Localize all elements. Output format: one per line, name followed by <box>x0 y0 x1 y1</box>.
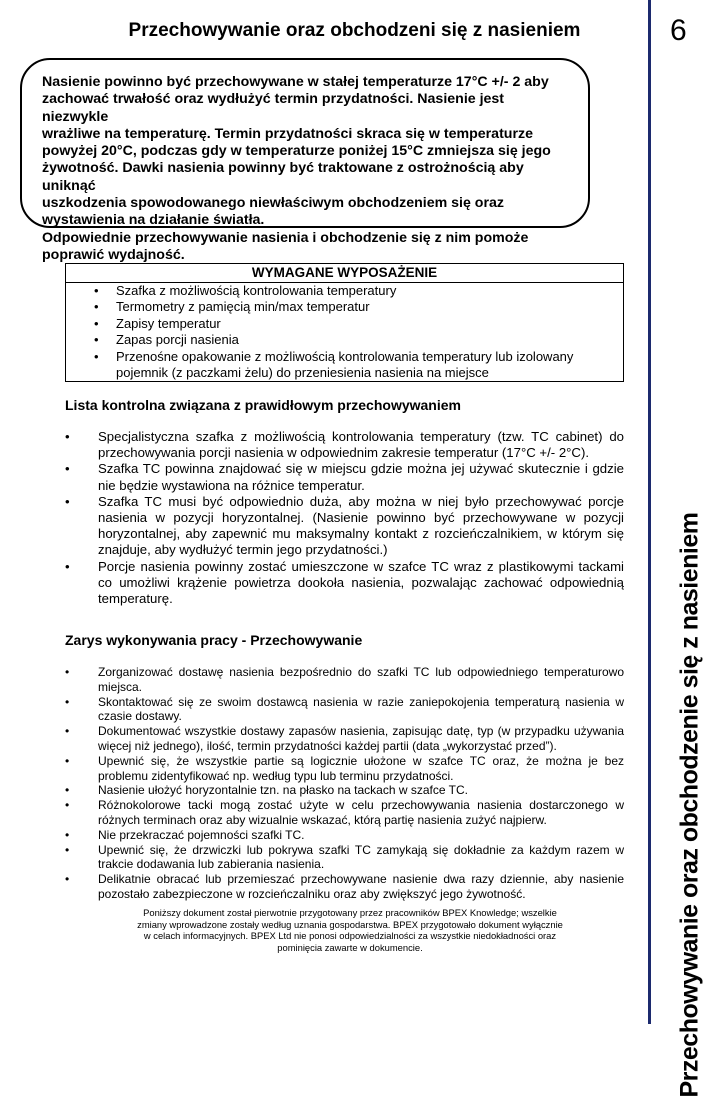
list-item: • Upewnić się, że wszystkie partie są logicznie ułożone w szafce TC oraz, że można je bez problemu zidentyfikować np. według typu lub terminu przydatności. <box>65 754 624 784</box>
intro-line: Nasienie powinno być przechowywane w stałej temperaturze 17°C +/- 2 aby <box>42 74 549 90</box>
side-divider <box>648 0 651 1024</box>
footer-line: Poniższy dokument został pierwotnie przygotowany przez pracowników BPEX Knowledge; wszelkie <box>143 907 557 918</box>
checklist-heading: Lista kontrolna związana z prawidłowym przechowywaniem <box>65 397 461 413</box>
side-title: Przechowywanie oraz obchodzenie się z nasieniem <box>675 512 704 1098</box>
equipment-heading: WYMAGANE WYPOSAŻENIE <box>66 264 623 283</box>
page-number: 6 <box>670 14 687 47</box>
list-item: • Termometry z pamięcią min/max temperatur <box>116 299 615 315</box>
footer-disclaimer <box>110 907 590 953</box>
list-item: • Nasienie ułożyć horyzontalnie tzn. na płasko na tackach w szafce TC. <box>65 783 624 798</box>
intro-line: żywotność. Dawki nasienia powinny być traktowane z ostrożnością aby uniknąć <box>42 160 524 194</box>
list-item: • Skontaktować się ze swoim dostawcą nasienia w razie zaniepokojenia temperaturą nasienia w czasie dostawy. <box>65 695 624 725</box>
list-item: • Przenośne opakowanie z możliwością kontrolowania temperatury lub izolowany pojemnik (z paczkami żelu) do przeniesienia nasienia na miejsce <box>116 349 615 382</box>
list-item: • Nie przekraczać pojemności szafki TC. <box>65 828 624 843</box>
intro-line: zachować trwałość oraz wydłużyć termin przydatności. Nasienie jest niezwykle <box>42 91 505 125</box>
page-title: Przechowywanie oraz obchodzeni się z nasieniem <box>128 20 581 41</box>
list-item: • Porcje nasienia powinny zostać umieszczone w szafce TC wraz z plastikowymi tackami co umożliwi krążenie powietrza dookoła nasienia, pozwalając zachować odpowiednią temperaturę. <box>65 559 624 608</box>
list-item: • Delikatnie obracać lub przemieszać przechowywane nasienie dwa razy dziennie, aby nasienie pozostało zabezpieczone w rozcieńczalniku oraz aby zwiększyć jego żywotność. <box>65 872 624 902</box>
intro-line: Odpowiednie przechowywanie nasienia i obchodzenie się z nim pomoże <box>42 229 529 246</box>
footer-line: pominięcia zawarte w dokumencie. <box>277 941 423 953</box>
outline-list <box>65 665 624 902</box>
list-item: • Specjalistyczna szafka z możliwością kontrolowania temperatury (tzw. TC cabinet) do przechowywania porcji nasienia w odpowiednim zakresie temperatur (17°C +/- 2°C). <box>65 429 624 461</box>
equipment-table <box>65 263 624 382</box>
outline-heading: Zarys wykonywania pracy - Przechowywanie <box>65 632 363 648</box>
intro-line: uszkodzenia spowodowanego niewłaściwym obchodzeniem się oraz <box>42 195 504 212</box>
list-item: • Dokumentować wszystkie dostawy zapasów nasienia, zapisując datę, typ (w przypadku używania więcej niż jednego), ilość, termin przydatności każdej partii (data „wykorzystać przed”). <box>65 724 624 754</box>
footer-line: w celach informacyjnych. BPEX Ltd nie ponosi odpowiedzialności za wszystkie niedokładności oraz <box>143 930 557 941</box>
equipment-list <box>66 283 623 381</box>
list-item: • Zapas porcji nasienia <box>116 332 615 348</box>
checklist-list <box>65 429 624 607</box>
intro-line: wrażliwe na temperaturę. Termin przydatności skraca się w temperaturze <box>42 125 533 142</box>
intro-line: wystawienia na działanie światła. <box>42 212 265 229</box>
intro-line: powyżej 20°C, podczas gdy w temperaturze poniżej 15°C zmniejsza się jego <box>42 143 551 160</box>
footer-line: zmiany wprowadzone zostały według uznania gospodarstwa. BPEX przygotowało dokument wyłącznie <box>137 918 563 930</box>
list-item: • Zorganizować dostawę nasienia bezpośrednio do szafki TC lub odpowiedniego temperaturowo miejsca. <box>65 665 624 695</box>
list-item: • Szafka TC powinna znajdować się w miejscu gdzie można jej używać skutecznie i gdzie nie będzie wystawiona na różnice temperatur. <box>65 461 624 493</box>
list-item: • Upewnić się, że drzwiczki lub pokrywa szafki TC zamykają się dokładnie za każdym razem w trakcie dodawania lub zabierania nasienia. <box>65 843 624 873</box>
list-item: • Szafka TC musi być odpowiednio duża, aby można w niej było przechowywać porcje nasienia w pozycji horyzontalnej. (Nasienie powinno być przechowywane w pozycji horyzontalnej, aby zapewnić mu maksymalny kontakt z rozcieńczalnikiem, w którym się znajduje, aby wydłużyć termin jego przydatności.) <box>65 494 624 559</box>
intro-line: poprawić wydajność. <box>42 246 185 263</box>
intro-box <box>20 58 590 263</box>
list-item: • Zapisy temperatur <box>116 316 615 332</box>
list-item: • Szafka z możliwością kontrolowania temperatury <box>116 283 615 299</box>
list-item: • Różnokolorowe tacki mogą zostać użyte w celu przechowywania nasienia dostarczonego w różnych terminach oraz aby wizualnie wskazać, którą partię nasienia zużyć najpierw. <box>65 798 624 828</box>
